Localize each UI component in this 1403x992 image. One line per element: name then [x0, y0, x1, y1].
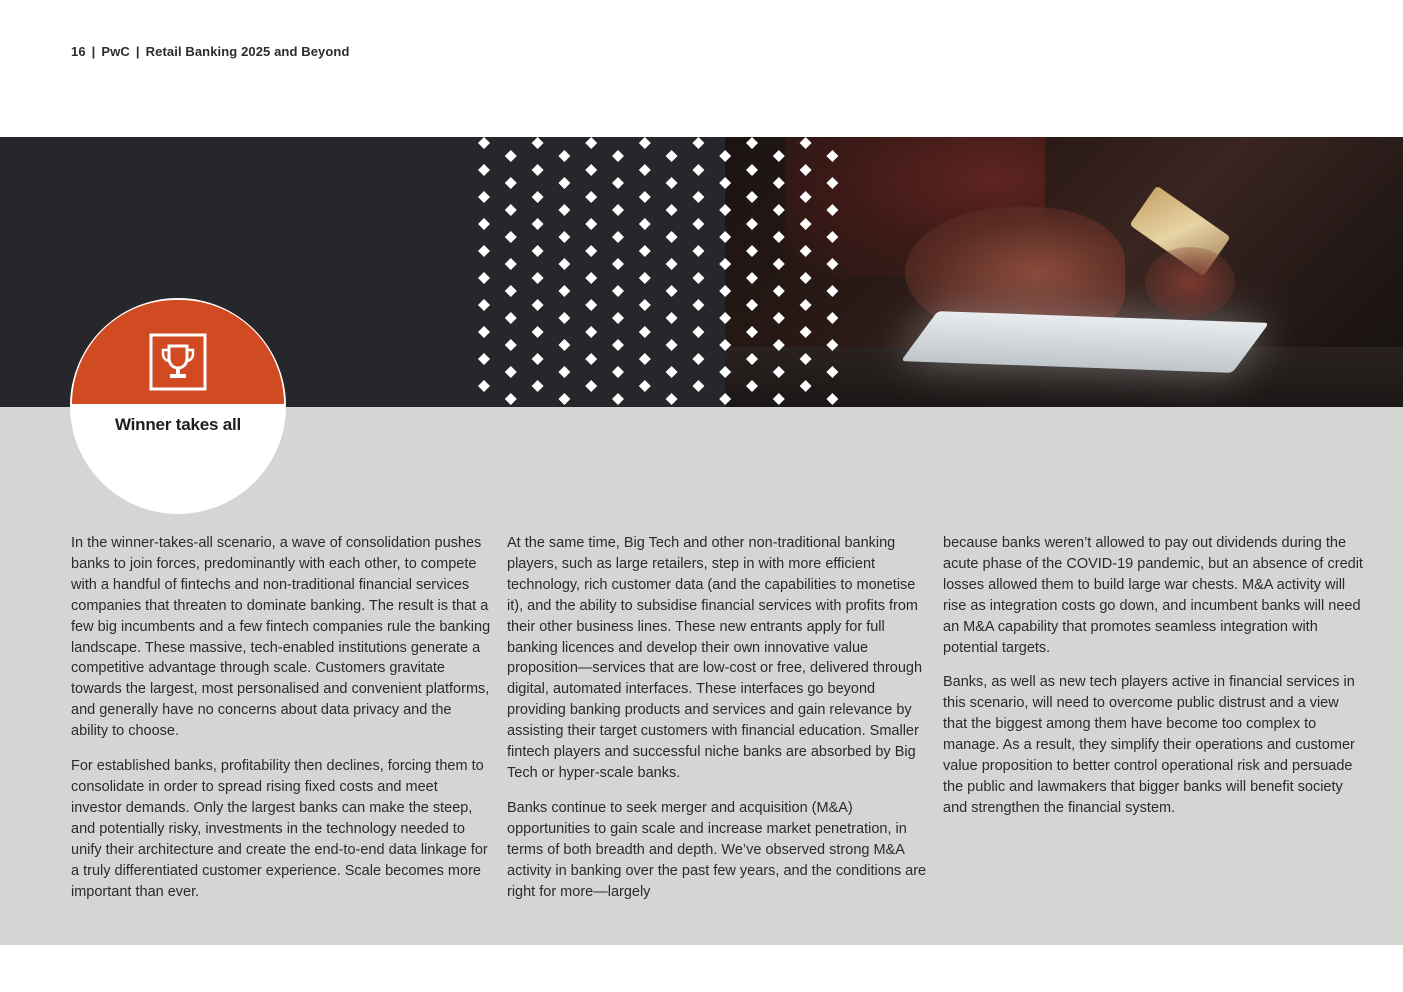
- diamond-dot: [773, 339, 785, 351]
- diamond-dot: [558, 285, 570, 297]
- diamond-dot: [505, 366, 517, 378]
- paragraph: because banks weren’t allowed to pay out dividends during the acute phase of the COVID-19 pandemic, but an absence of credit losses allowed them to build large war chests. M&A activity will rise as integration costs go down, and incumbent banks will need an M&A capability that promotes seamless integration with potential targets.: [943, 535, 1363, 656]
- diamond-dot: [478, 164, 490, 176]
- diamond-dot: [692, 380, 704, 392]
- diamond-dot: [532, 164, 544, 176]
- diamond-dot: [639, 164, 651, 176]
- diamond-dot: [639, 137, 651, 149]
- diamond-dot: [639, 380, 651, 392]
- diamond-dot: [746, 137, 758, 149]
- diamond-dot: [558, 258, 570, 270]
- diamond-dot: [666, 231, 678, 243]
- diamond-dot: [826, 393, 838, 405]
- diamond-dot: [612, 204, 624, 216]
- page-number: 16: [71, 44, 86, 59]
- diamond-dot: [800, 137, 812, 149]
- diamond-dot: [612, 339, 624, 351]
- diamond-dot: [773, 150, 785, 162]
- diamond-dot: [826, 285, 838, 297]
- diamond-dot: [719, 150, 731, 162]
- diamond-dot: [532, 353, 544, 365]
- diamond-dot: [478, 353, 490, 365]
- diamond-dot: [692, 272, 704, 284]
- diamond-dot: [800, 245, 812, 257]
- diamond-dot: [612, 285, 624, 297]
- diamond-dot: [826, 231, 838, 243]
- diamond-dot: [746, 218, 758, 230]
- diamond-dot: [719, 204, 731, 216]
- diamond-dot: [666, 285, 678, 297]
- diamond-dot: [746, 353, 758, 365]
- diamond-dot: [478, 326, 490, 338]
- diamond-dot: [773, 312, 785, 324]
- diamond-dot: [719, 366, 731, 378]
- diamond-dot: [692, 299, 704, 311]
- brand-name: PwC: [101, 44, 130, 59]
- diamond-dot: [532, 299, 544, 311]
- diamond-dot: [666, 393, 678, 405]
- diamond-dot: [719, 312, 731, 324]
- diamond-dot: [585, 272, 597, 284]
- diamond-dot: [692, 191, 704, 203]
- diamond-dot: [719, 339, 731, 351]
- diamond-dot: [826, 150, 838, 162]
- diamond-dot: [773, 204, 785, 216]
- diamond-dot: [558, 339, 570, 351]
- diamond-dot: [585, 164, 597, 176]
- diamond-dot: [478, 137, 490, 149]
- diamond-dot: [800, 164, 812, 176]
- text-column-1: [71, 533, 491, 916]
- paragraph: For established banks, profitability then declines, forcing them to consolidate in order to spread rising fixed costs and meet investor demands. Only the largest banks can make the steep, and potentially risky, investments in the technology needed to unify their architecture and create the end-to-end data linkage for a truly differentiated customer experience. Scale becomes more important than ever.: [71, 758, 488, 900]
- diamond-dot: [666, 177, 678, 189]
- diamond-dot: [746, 299, 758, 311]
- diamond-dot: [505, 231, 517, 243]
- scenario-badge: [70, 298, 286, 514]
- diamond-dot: [558, 312, 570, 324]
- diamond-dot: [558, 204, 570, 216]
- diamond-dot: [612, 150, 624, 162]
- diamond-dot: [585, 191, 597, 203]
- diamond-dot: [773, 177, 785, 189]
- diamond-dot: [639, 353, 651, 365]
- diamond-dot: [478, 245, 490, 257]
- diamond-dot: [800, 353, 812, 365]
- diamond-dot: [585, 326, 597, 338]
- diamond-dot: [800, 326, 812, 338]
- diamond-dot: [585, 245, 597, 257]
- diamond-dot: [692, 353, 704, 365]
- diamond-dot: [505, 177, 517, 189]
- diamond-dot: [800, 191, 812, 203]
- diamond-dot: [826, 177, 838, 189]
- diamond-dot: [585, 299, 597, 311]
- diamond-pattern: [474, 137, 844, 407]
- diamond-dot: [639, 272, 651, 284]
- diamond-dot: [666, 312, 678, 324]
- diamond-dot: [719, 393, 731, 405]
- diamond-dot: [558, 231, 570, 243]
- diamond-dot: [800, 218, 812, 230]
- diamond-dot: [826, 366, 838, 378]
- diamond-dot: [746, 326, 758, 338]
- diamond-dot: [666, 150, 678, 162]
- diamond-dot: [719, 177, 731, 189]
- diamond-dot: [505, 204, 517, 216]
- page-header: 16 | PwC | Retail Banking 2025 and Beyond: [71, 44, 350, 59]
- diamond-dot: [692, 218, 704, 230]
- diamond-dot: [505, 312, 517, 324]
- diamond-dot: [585, 218, 597, 230]
- diamond-dot: [666, 204, 678, 216]
- diamond-dot: [505, 339, 517, 351]
- diamond-dot: [639, 218, 651, 230]
- text-column-3: [943, 533, 1363, 833]
- diamond-dot: [478, 299, 490, 311]
- diamond-dot: [532, 380, 544, 392]
- diamond-dot: [746, 191, 758, 203]
- diamond-dot: [505, 258, 517, 270]
- diamond-dot: [505, 393, 517, 405]
- diamond-dot: [612, 258, 624, 270]
- diamond-dot: [532, 137, 544, 149]
- diamond-dot: [478, 272, 490, 284]
- diamond-dot: [719, 285, 731, 297]
- text-column-2: [507, 533, 927, 916]
- diamond-dot: [692, 164, 704, 176]
- diamond-dot: [612, 393, 624, 405]
- diamond-dot: [532, 245, 544, 257]
- diamond-dot: [612, 366, 624, 378]
- trophy-icon: [148, 332, 208, 392]
- diamond-dot: [532, 191, 544, 203]
- diamond-dot: [532, 272, 544, 284]
- diamond-dot: [639, 326, 651, 338]
- diamond-dot: [773, 258, 785, 270]
- diamond-dot: [692, 326, 704, 338]
- diamond-dot: [826, 339, 838, 351]
- diamond-dot: [800, 299, 812, 311]
- diamond-dot: [558, 366, 570, 378]
- diamond-dot: [800, 380, 812, 392]
- diamond-dot: [746, 245, 758, 257]
- diamond-dot: [692, 137, 704, 149]
- diamond-dot: [773, 393, 785, 405]
- document-title: Retail Banking 2025 and Beyond: [145, 44, 350, 59]
- diamond-dot: [532, 218, 544, 230]
- diamond-dot: [612, 231, 624, 243]
- badge-title: Winner takes all: [114, 415, 242, 434]
- diamond-dot: [478, 218, 490, 230]
- diamond-dot: [558, 150, 570, 162]
- paragraph: Banks continue to seek merger and acquisition (M&A) opportunities to gain scale and increase market penetration, in terms of both breadth and depth. We’ve observed strong M&A activity in banking over the past few years, and the conditions are right for more—largely: [507, 799, 927, 900]
- diamond-dot: [826, 312, 838, 324]
- diamond-dot: [478, 380, 490, 392]
- diamond-dot: [639, 299, 651, 311]
- diamond-dot: [585, 137, 597, 149]
- diamond-dot: [505, 285, 517, 297]
- diamond-dot: [505, 150, 517, 162]
- diamond-dot: [639, 245, 651, 257]
- diamond-dot: [558, 177, 570, 189]
- diamond-dot: [666, 339, 678, 351]
- diamond-dot: [532, 326, 544, 338]
- diamond-dot: [773, 366, 785, 378]
- diamond-dot: [746, 164, 758, 176]
- diamond-dot: [800, 272, 812, 284]
- diamond-dot: [826, 204, 838, 216]
- diamond-dot: [666, 366, 678, 378]
- paragraph: At the same time, Big Tech and other non-traditional banking players, such as large retailers, step in with more efficient technology, rich customer data (and the capabilities to monetise it), and the ability to subsidise financial services with profits from their other business lines. These new entrants apply for full banking licences and develop their own innovative value proposition—services that are low-cost or free, delivered through digital, automated interfaces. These interfaces go beyond providing banking products and services and gain relevance by assisting their target customers with financial education. Smaller fintech players and successful niche banks are absorbed by Big Tech or hyper-scale banks.: [507, 535, 923, 781]
- diamond-dot: [719, 231, 731, 243]
- diamond-dot: [719, 258, 731, 270]
- diamond-dot: [612, 177, 624, 189]
- diamond-dot: [773, 285, 785, 297]
- diamond-dot: [612, 312, 624, 324]
- diamond-dot: [639, 191, 651, 203]
- diamond-dot: [585, 353, 597, 365]
- diamond-dot: [746, 272, 758, 284]
- diamond-dot: [585, 380, 597, 392]
- paragraph: In the winner-takes-all scenario, a wave of consolidation pushes banks to join forces, predominantly with each other, to compete with a handful of fintechs and non-traditional financial services companies that threaten to dominate banking. The result is that a few big incumbents and a few fintech companies rule the banking landscape. These massive, tech-enabled institutions generate a competitive advantage through scale. Customers gravitate towards the largest, most personalised and convenient platforms, and generally have no concerns about data privacy and the ability to choose.: [71, 535, 491, 740]
- diamond-dot: [558, 393, 570, 405]
- diamond-dot: [746, 380, 758, 392]
- diamond-dot: [478, 191, 490, 203]
- diamond-dot: [692, 245, 704, 257]
- diamond-dot: [666, 258, 678, 270]
- paragraph: Banks, as well as new tech players active in financial services in this scenario, will need to overcome public distrust and a view that the biggest among them have become too complex to manage. As a result, they simplify their operations and customer value proposition to better control operational risk and persuade the public and lawmakers that bigger banks will benefit society and strengthen the financial system.: [943, 674, 1355, 816]
- diamond-dot: [773, 231, 785, 243]
- diamond-dot: [826, 258, 838, 270]
